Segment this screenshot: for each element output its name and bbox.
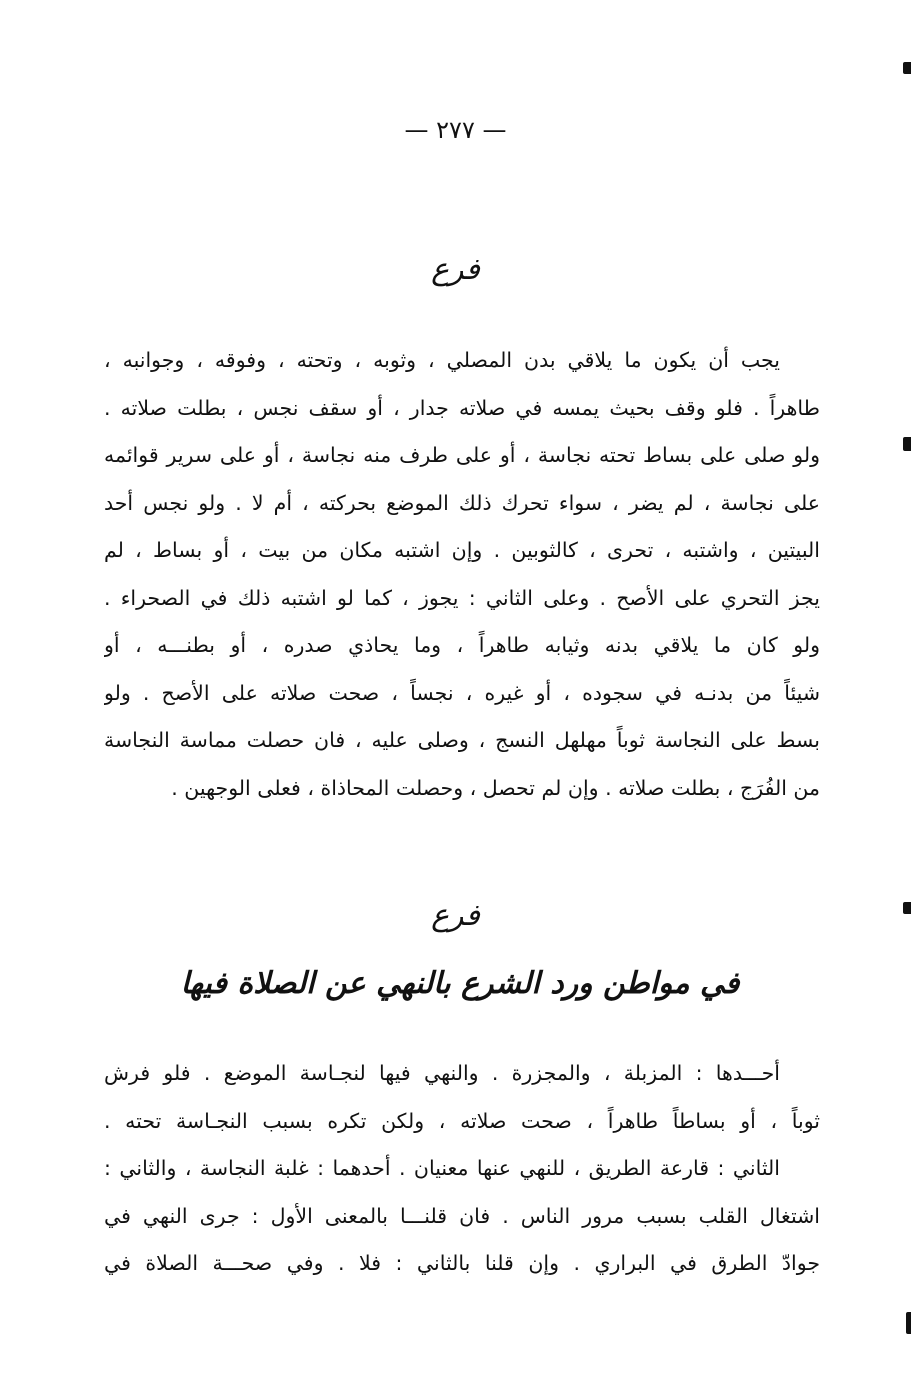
text-line: جوادّ الطرق في البراري . وإن قلنا بالثاني : فلا . وفي صحـــة الصلاة في [104,1251,820,1275]
text-line: الثاني : قارعة الطريق ، للنهي عنها معنيان . أحدهما : غلبة النجاسة ، والثاني : [104,1156,780,1180]
text-line: على نجاسة ، لم يضر ، سواء تحرك ذلك الموضع بحركته ، أم لا . ولو نجس أحد [104,490,820,515]
text-line: من الفُرَج ، بطلت صلاته . وإن لم تحصل ، وحصلت المحاذاة ، فعلى الوجهين . [171,775,820,800]
text-line: اشتغال القلب بسبب مرور الناس . فان قلنـــا بالمعنى الأول : جرى النهي في [104,1203,820,1228]
page-edge-mark [903,902,911,914]
section-1-body [104,337,820,812]
text-line: طاهراً . فلو وقف بحيث يمسه في صلاته جدار ، أو سقف نجس ، بطلت صلاته . [104,395,820,420]
page-edge-mark [906,1312,911,1334]
page-number: — ٢٧٧ — [404,116,507,144]
text-line: البيتين ، واشتبه ، تحرى ، كالثوبين . وإن اشتبه مكان من بيت ، أو بساط ، لم [104,538,820,562]
text-line: يجب أن يكون ما يلاقي بدن المصلي ، وثوبه ، وتحته ، وفوقه ، وجوانبه ، [104,348,780,372]
text-line: شيئاً من بدنـه في سجوده ، أو غيره ، نجساً ، صحت صلاته على الأصح . ولو [104,680,820,705]
text-line: أحـــدها : المزبلة ، والمجزرة . والنهي فيها لنجـاسة الموضع . فلو فرش [104,1061,780,1085]
section-subheading: في مواطن ورد الشرع بالنهي عن الصلاة فيها [180,966,740,1001]
text-line: يجز التحري على الأصح . وعلى الثاني : يجوز ، كما لو اشتبه ذلك في الصحراء . [104,585,820,610]
text-line: ولو صلى على بساط تحته نجاسة ، أو على طرف منه نجاسة ، أو على سرير قوائمه [104,443,820,467]
section-2-body [104,1050,820,1288]
section-heading: فرع [431,252,480,287]
text-line: بسط على النجاسة ثوباً مهلهل النسج ، وصلى عليه ، فان حصلت مماسة النجاسة [104,728,820,752]
page-edge-mark [903,62,911,74]
section-heading: فرع [431,898,480,933]
text-line: ولو كان ما يلاقي بدنه وثيابه طاهراً ، وما يحاذي صدره ، أو بطنـــه ، أو [104,633,820,657]
page-edge-mark [903,437,911,451]
text-line: ثوباً ، أو بساطاً طاهراً ، صحت صلاته ، ولكن تكره بسبب النجـاسة تحته . [104,1108,820,1133]
